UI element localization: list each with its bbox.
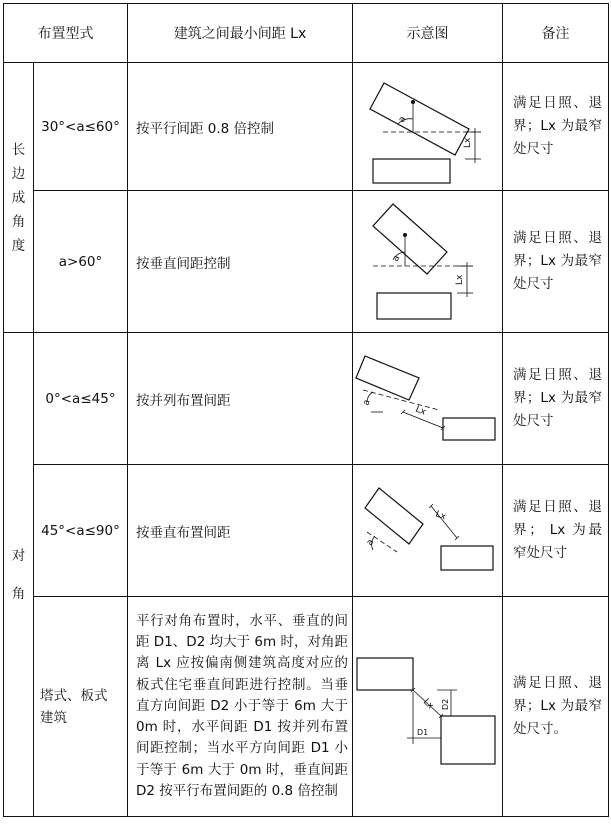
spacing-table	[3, 3, 609, 817]
row-note: 满足日照、退界；Lx 为最窄处尺寸	[503, 333, 609, 465]
row-note: 满足日照、退界；Lx 为最窄处尺寸	[503, 191, 609, 333]
distance-label: Lx	[433, 508, 448, 522]
group-diagonal-label: 对角	[11, 547, 26, 602]
row-condition: 0°<a≤45°	[34, 333, 128, 465]
row-condition: 45°<a≤90°	[34, 465, 128, 597]
diagram-perpendicular-angle	[353, 191, 503, 333]
row-condition: a>60°	[34, 191, 128, 333]
angle-label: a	[361, 397, 373, 407]
header-layout-type: 布置型式	[4, 4, 128, 63]
distance-label: Lx	[420, 696, 436, 711]
d2-label: D2	[441, 698, 450, 710]
row-control: 按并列布置间距	[128, 333, 353, 465]
header-min-distance: 建筑之间最小间距 Lx	[128, 4, 353, 63]
row-condition	[34, 597, 128, 817]
row-condition: 30°<a≤60°	[34, 63, 128, 191]
row-control: 按平行间距 0.8 倍控制	[128, 63, 353, 191]
diagram-diagonal-small-angle	[353, 333, 503, 465]
row-note: 满足日照、退界；Lx 为最窄处尺寸。	[503, 597, 609, 817]
diagram-parallel-angle	[353, 63, 503, 191]
row-note: 满足日照、退界；Lx 为最窄处尺寸	[503, 63, 609, 191]
distance-label: Lx	[463, 137, 473, 148]
row-control: 按垂直间距控制	[128, 191, 353, 333]
diagram-tower-slab	[353, 597, 503, 817]
row-condition-text: 塔式、板式建筑	[40, 687, 108, 726]
row-control: 平行对角布置时，水平、垂直的间距 D1、D2 均大于 6m 时，对角距离 Lx 应按偏南侧建筑高度对应的板式住宅垂直间距进行控制。当垂直方向间距 D2 小于等于 6m 大于 0m 时，水平间距 D1 按并列布置间距控制；当水平方向间距 D1 小于等于 6m 大于 0m 时，垂直间距 D2 按平行布置间距的 0.8 倍控制	[128, 597, 353, 817]
group-diagonal	[4, 333, 34, 817]
angle-label: a	[390, 253, 403, 263]
header-diagram: 示意图	[353, 4, 503, 63]
row-control: 按垂直布置间距	[128, 465, 353, 597]
d1-label: D1	[417, 727, 429, 737]
group-long-side-angle: 长边成角度	[4, 63, 34, 333]
distance-label: Lx	[455, 274, 465, 285]
angle-label: a	[396, 114, 409, 124]
row-note: 满足日照、退界； Lx 为最窄处尺寸	[503, 465, 609, 597]
diagram-diagonal-large-angle	[353, 465, 503, 597]
header-notes: 备注	[503, 4, 609, 63]
distance-label: Lx	[413, 404, 428, 418]
angle-label: a	[364, 537, 377, 547]
